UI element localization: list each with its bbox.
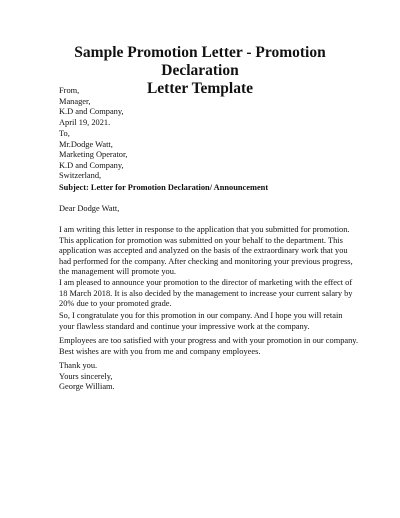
paragraph-line: application was accepted and analyzed on the basis of the extraordinary work that you <box>59 246 348 256</box>
body-paragraph <box>59 311 359 332</box>
paragraph-line: So, I congratulate you for this promotion in our company. And I hope you will retain <box>59 311 343 320</box>
recipient-line: Mr.Dodge Watt, <box>59 139 113 149</box>
body-paragraph <box>59 225 359 278</box>
letter-subject <box>59 183 359 194</box>
paragraph-line: the management will promote you. <box>59 267 176 277</box>
subject-line: Subject: Letter for Promotion Declaration/ Announcement <box>59 183 269 192</box>
paragraph-line: I am pleased to announce your promotion to the director of marketing with the effect of <box>59 278 353 287</box>
salutation <box>59 204 359 215</box>
sender-line: From, <box>59 86 80 95</box>
sender-line: K.D and Company, <box>59 107 124 117</box>
closing-line: Thank you. <box>59 361 98 370</box>
sender-address <box>59 86 359 128</box>
sender-line: Manager, <box>59 96 91 106</box>
sender-line: April 19, 2021. <box>59 117 111 127</box>
closing-line: George William. <box>59 382 115 392</box>
recipient-address <box>59 129 359 182</box>
recipient-line: Marketing Operator, <box>59 150 128 160</box>
title-line: Sample Promotion Letter - Promotion Declaration <box>74 44 326 79</box>
paragraph-line: 20% due to your promoted grade. <box>59 299 172 309</box>
closing-signature <box>59 361 359 393</box>
paragraph-line: I am writing this letter in response to the application that you submitted for promotion. <box>59 225 350 234</box>
body-paragraph <box>59 278 359 310</box>
paragraph-line: 18 March 2018. It is also decided by the management to increase your current salary by <box>59 288 353 298</box>
recipient-line: K.D and Company, <box>59 160 124 170</box>
recipient-line: To, <box>59 129 70 138</box>
salutation-line: Dear Dodge Watt, <box>59 204 120 213</box>
paragraph-line: your flawless standard and continue your impressive work at the company. <box>59 321 310 331</box>
paragraph-line: Employees are too satisfied with your progress and with your promotion in our company. <box>59 336 359 345</box>
body-paragraph <box>59 336 359 357</box>
paragraph-line: had performed for the company. After checking and monitoring your previous progress, <box>59 256 353 266</box>
title-line: Letter Template <box>146 80 254 97</box>
paragraph-line: Best wishes are with you from me and company employees. <box>59 346 261 356</box>
closing-line: Yours sincerely, <box>59 371 113 381</box>
paragraph-line: This application for promotion was submitted on your behalf to the department. This <box>59 235 343 245</box>
recipient-line: Switzerland, <box>59 171 102 181</box>
